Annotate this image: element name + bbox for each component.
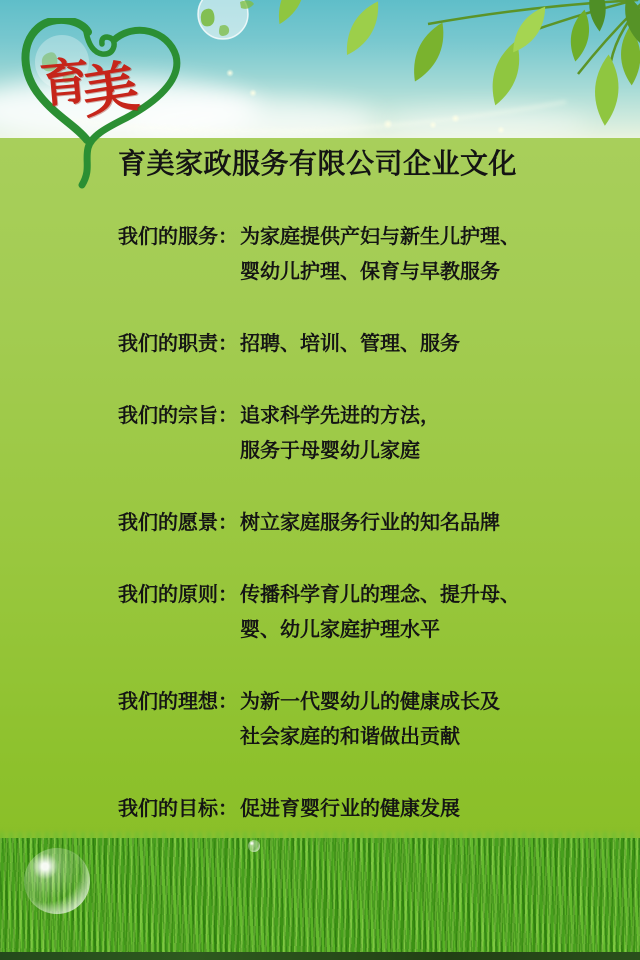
soil-strip bbox=[0, 952, 640, 960]
section-line: 婴、幼儿家庭护理水平 bbox=[240, 619, 440, 641]
section-label: 我们的目标： bbox=[118, 798, 238, 820]
section-label: 我们的愿景： bbox=[118, 512, 238, 534]
section-line: 追求科学先进的方法， bbox=[240, 405, 440, 427]
brand-char-yu: 育 bbox=[37, 50, 93, 115]
section-line: 服务于母婴幼儿家庭 bbox=[240, 440, 420, 462]
culture-section-purpose bbox=[118, 399, 558, 469]
culture-section-principle bbox=[118, 578, 558, 648]
section-line: 社会家庭的和谐做出贡献 bbox=[240, 726, 460, 748]
brand-char-mei: 美 bbox=[77, 53, 143, 127]
section-label: 我们的宗旨： bbox=[118, 405, 238, 427]
culture-section-service bbox=[118, 220, 558, 290]
section-label: 我们的职责： bbox=[118, 333, 238, 355]
sparkle bbox=[226, 69, 234, 77]
section-label: 我们的服务： bbox=[118, 226, 238, 248]
culture-section-ideal bbox=[118, 685, 558, 755]
section-label: 我们的原则： bbox=[118, 584, 238, 606]
section-line: 招聘、培训、管理、服务 bbox=[240, 333, 460, 355]
leaf-branch-icon bbox=[278, 0, 640, 146]
sparkle bbox=[249, 89, 257, 97]
section-line: 婴幼儿护理、保育与早教服务 bbox=[240, 261, 500, 283]
culture-section-goal bbox=[118, 792, 558, 827]
culture-section-vision bbox=[118, 506, 558, 541]
section-line: 树立家庭服务行业的知名品牌 bbox=[240, 512, 500, 534]
culture-section-duty bbox=[118, 327, 558, 362]
section-line: 为新一代婴幼儿的健康成长及 bbox=[240, 691, 500, 713]
section-label: 我们的理想： bbox=[118, 691, 238, 713]
section-line: 为家庭提供产妇与新生儿护理、 bbox=[240, 226, 520, 248]
globe-bubble-icon bbox=[190, 0, 260, 56]
soap-bubble-icon bbox=[24, 848, 90, 914]
section-line: 促进育婴行业的健康发展 bbox=[240, 798, 460, 820]
poster-content bbox=[118, 146, 558, 864]
poster-title: 育美家政服务有限公司企业文化 bbox=[118, 148, 518, 179]
section-line: 传播科学育儿的理念、提升母、 bbox=[240, 584, 520, 606]
